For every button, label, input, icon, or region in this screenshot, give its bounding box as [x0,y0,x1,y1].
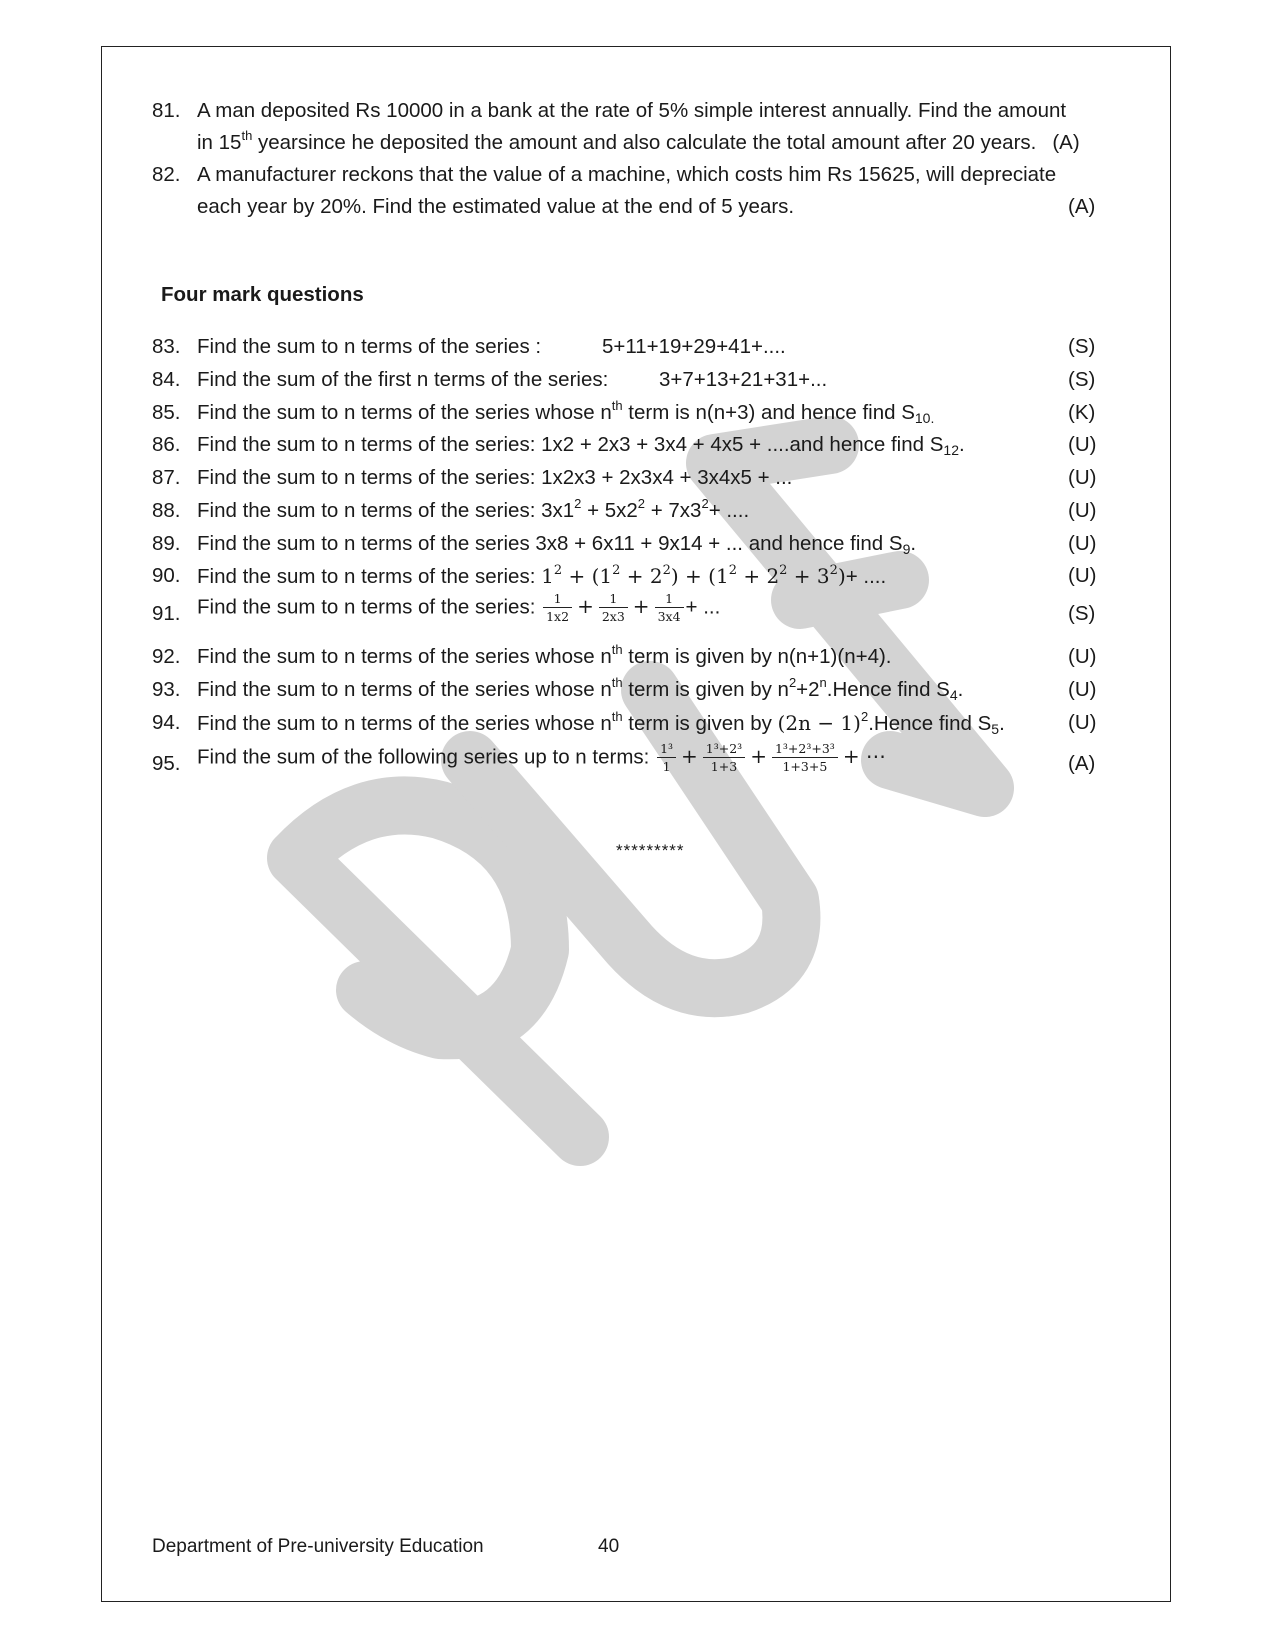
difficulty-mark: (U) [1068,564,1097,587]
question-text: Find the sum of the following series up to n terms: [197,745,650,769]
question-number: 90. [152,564,181,587]
section-heading: Four mark questions [161,283,364,306]
superscript: 2 [860,709,869,724]
question-number: 81. [152,99,181,122]
difficulty-mark: (A) [1068,195,1096,218]
question-number: 93. [152,678,181,701]
difficulty-mark: (U) [1068,678,1097,701]
question-text: . [957,678,964,701]
superscript: 2 [637,496,646,511]
document-content: 81. A man deposited Rs 10000 in a bank at the rate of 5% simple interest annually. Find the amount in 15th yearsince he deposited the amount and also calculate the total amount after 20 years. (A) 82. A manufacturer reckons that the value of a machine, which costs him Rs 15625, will depreciate each year by 20%. Find the estimated value at the end of 5 years. (A) Four mark questions 83. Find the sum to n terms of the series : 5+11+19+29+41+.... (S) 84. Find the sum of the first n terms of the series: 3+7+13+21+31+... (S) 85. Find the sum to n terms of the series whose $n^{th}$ term is n(n+3) and hence find $S_{10.}$ (K) 86. Find the sum to n terms of the series: 1x2 + 2x3 + 3x4 + 4x5 + ....and hence find $S_{12}$. (U) 87. Find the sum to n terms of the series: 1x2x3 + 2x3x4 + 3x4x5 + ... (U) 88. Find the sum to n terms of the series: $3x1^2 + 5x2^2 + 7x3^2+$ .... (U) 89. Find the sum to n terms of the series 3x8 + 6x11 + 9x14 + ... and hence find $S_9$. (U) 90. Find the sum to n terms of the series: $1^2 + (1^2 + 2^2) + (1^2 + 2^2 + 3^2)+$ .... (U) 91. Find the sum to n terms of the series: $\frac{1}{1x2}$ + $\frac{1}{2x3}$ + $\frac{1}{3x4}$ + ... (S) 92. Find the sum to n terms of the series whose $n^{th}$ term is given by n(n+1)(n+4). (U) 93. Find the sum to n terms of the series whose $n^{th}$ term is given by $n^2+2^n.Hence$ find $S_4$. (U) 94. Find the sum to n terms of the series whose $n^{th}$ term is given by $(2n - 1)^2.Hence$ find $S_5$. (U) 95. Find the sum of the following series up to n terms: $\frac{\text{1³}}{1}$ + $\frac{\text{1³+2³}}{1+3}$ + $\frac{\text{1³+2³+3³}}{1+3+5}$ + ⋯ (A) ********* Department of Pre-university Education 40 [152,99,1097,1557]
fraction: $\frac{\text{1³+2³}}{1+3}$ [703,742,745,774]
question-text: term is given by n(n+1)(n+4). [622,645,892,668]
question-text: + 7x3 [645,499,702,522]
question-text-line1: A manufacturer reckons that the value of a machine, which costs him Rs 15625, will depreciate [197,163,1057,186]
question-text: yearsince he deposited the amount and also calculate the total amount after 20 years. [252,131,1037,154]
question-number: 94. [152,711,181,734]
question-number: 83. [152,335,181,358]
question-text: Find the sum to n terms of the series: 1x2x3 + 2x3x4 + 3x4x5 + ... [197,466,793,489]
question-text: Find the sum of the first n terms of the series: [197,368,609,391]
question-number: 87. [152,466,181,489]
subscript: 9 [902,541,911,557]
difficulty-mark: (U) [1068,532,1097,555]
math-expression: (2n − 1) [777,711,861,735]
difficulty-mark: (U) [1068,645,1097,668]
question-text: Find the sum to n terms of the series: 1x2 + 2x3 + 3x4 + 4x5 + ....and hence find S [197,433,944,456]
question-text: Find the sum to n terms of the series: [197,565,542,588]
question-text: Find the sum to n terms of the series whose n [197,678,612,701]
question-text: Find the sum to n terms of the series: 3x1 [197,499,575,522]
question-text: + ... [685,595,721,619]
subscript: 10. [914,410,935,426]
superscript: 2 [574,496,582,511]
question-number: 84. [152,368,181,391]
question-text: Find the sum to n terms of the series: [197,595,536,619]
superscript: th [611,642,623,657]
end-marker: ********* [616,841,685,860]
difficulty-mark: (A) [1052,131,1080,154]
question-text: + 5x2 [581,499,638,522]
subscript: 5 [991,721,1000,737]
question-text: term is n(n+3) and hence find S [622,401,915,424]
difficulty-mark: (S) [1068,335,1096,358]
superscript: th [611,675,623,690]
fraction: $\frac{\text{1³}}{1}$ [657,742,676,774]
question-text: Find the sum to n terms of the series whose n [197,401,612,424]
question-text: +2 [796,678,820,701]
question-number: 85. [152,401,181,424]
series-expression: 5+11+19+29+41+.... [602,335,786,358]
question-number: 92. [152,645,181,668]
difficulty-mark: (U) [1068,466,1097,489]
question-number: 82. [152,163,181,186]
question-text-line1: A man deposited Rs 10000 in a bank at the rate of 5% simple interest annually. Find the amount [197,99,1067,122]
difficulty-mark: (S) [1068,368,1096,391]
superscript: th [611,709,623,724]
question-text: Find the sum to n terms of the series whose n [197,645,612,668]
question-number: 91. [152,602,181,625]
footer-department: Department of Pre-university Education [152,1536,484,1557]
footer-page-number: 40 [598,1536,620,1557]
question-number: 86. [152,433,181,456]
superscript: 2 [701,496,709,511]
question-text: .Hence find S [826,678,950,701]
question-text: Find the sum to n terms of the series : [197,335,542,358]
fraction: $\frac{1}{2x3}$ [599,592,628,624]
fraction: $\frac{\text{1³+2³+3³}}{1+3+5}$ [772,742,838,774]
question-text: . [958,433,965,456]
fraction: $\frac{1}{1x2}$ [543,592,572,624]
superscript: th [611,398,623,413]
question-text: .Hence find S [868,712,992,735]
question-text: Find the sum to n terms of the series whose n [197,712,612,735]
question-text: + .... [845,565,887,588]
difficulty-mark: (U) [1068,433,1097,456]
subscript: 4 [949,687,958,703]
question-text-line2: each year by 20%. Find the estimated value at the end of 5 years. [197,195,795,218]
difficulty-mark: (A) [1068,752,1096,775]
question-text: Find the sum to n terms of the series 3x8 + 6x11 + 9x14 + ... and hence find S [197,532,903,555]
question-text: term is given by [622,712,778,735]
subscript: 12 [943,442,959,458]
difficulty-mark: (K) [1068,401,1096,424]
question-text: term is given by n [622,678,789,701]
question-text: in 15 [197,131,242,154]
superscript: 2 [788,675,797,690]
difficulty-mark: (U) [1068,499,1097,522]
question-text: + .... [708,499,750,522]
question-number: 88. [152,499,181,522]
difficulty-mark: (U) [1068,711,1097,734]
question-number: 89. [152,532,181,555]
question-text: . [910,532,917,555]
question-text: . [999,712,1005,735]
series-expression: 3+7+13+21+31+... [659,368,828,391]
math-expression: $1^2 + (1^2 + 2^2) + (1^2 + 2^2 + 3^2)$ [541,563,846,588]
fraction: $\frac{1}{3x4}$ [655,592,684,624]
superscript: th [241,128,253,143]
superscript: n [819,675,827,690]
difficulty-mark: (S) [1068,602,1096,625]
question-number: 95. [152,752,181,775]
